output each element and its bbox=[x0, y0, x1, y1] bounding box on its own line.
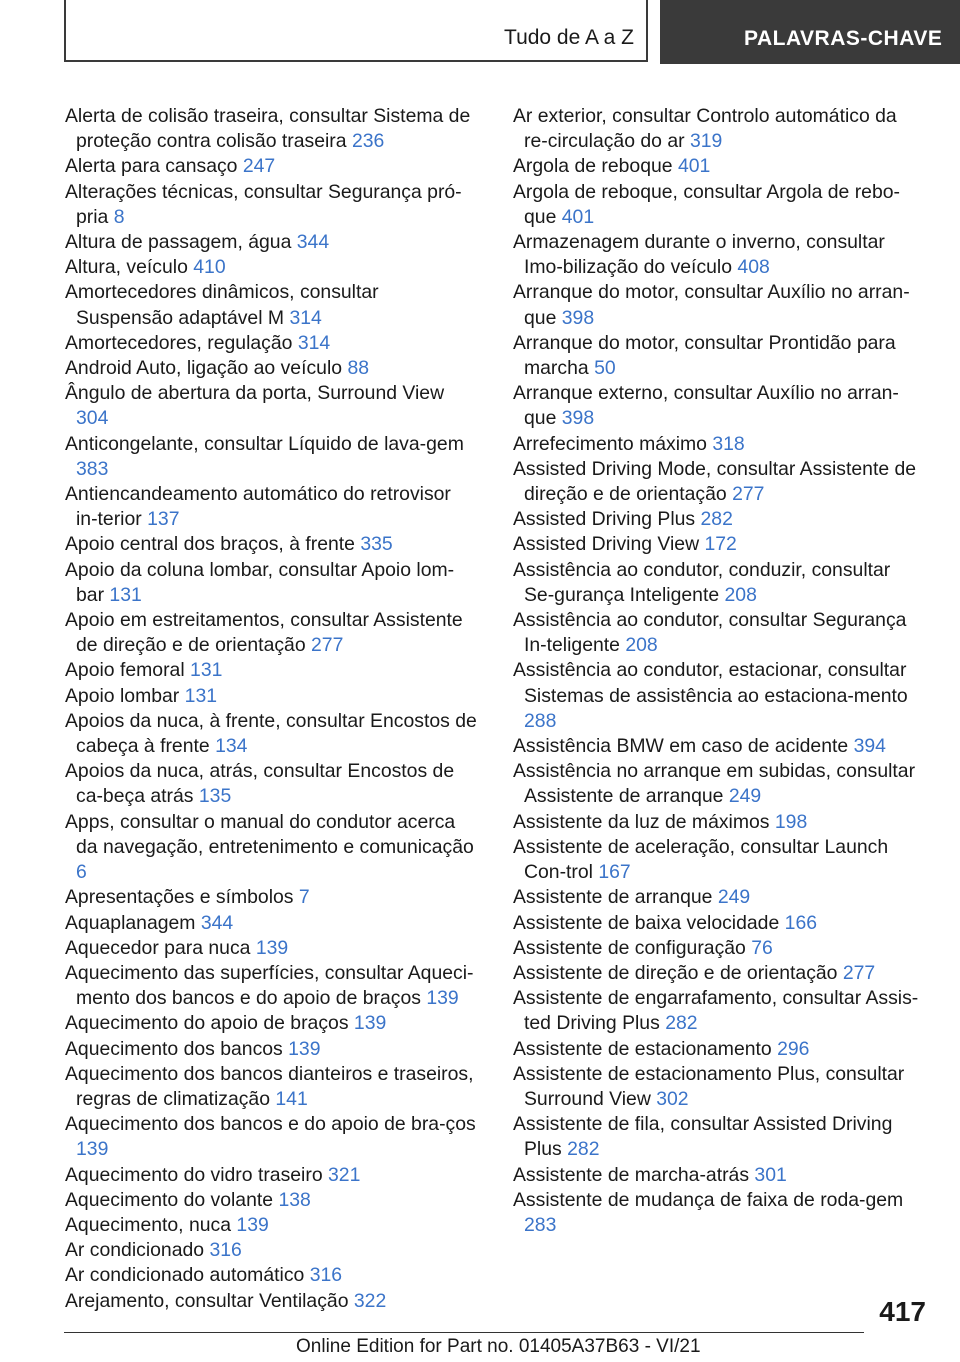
page-reference-link[interactable]: 398 bbox=[561, 407, 595, 430]
index-entry bbox=[65, 1011, 477, 1036]
page-reference-link[interactable]: 166 bbox=[784, 911, 818, 934]
index-term: Assistente de direção e de orientação bbox=[513, 961, 838, 984]
index-entry bbox=[65, 1037, 477, 1062]
page-header bbox=[0, 0, 960, 66]
index-entry bbox=[513, 810, 925, 835]
page-reference-link[interactable]: 302 bbox=[656, 1087, 689, 1110]
index-entry bbox=[513, 1062, 925, 1112]
index-entry bbox=[65, 432, 477, 482]
page-reference-link[interactable]: 316 bbox=[309, 1264, 343, 1287]
index-column-left bbox=[65, 104, 477, 1314]
index-term: Apresentações e símbolos bbox=[65, 886, 294, 909]
index-entry bbox=[65, 255, 477, 280]
page-reference-link[interactable]: 131 bbox=[190, 659, 223, 682]
page-reference-link[interactable]: 138 bbox=[278, 1188, 311, 1211]
index-entry bbox=[513, 885, 925, 910]
page-reference-link[interactable]: 76 bbox=[751, 936, 773, 959]
page-reference-link[interactable]: 50 bbox=[594, 357, 616, 380]
page-reference-link[interactable]: 139 bbox=[288, 1037, 321, 1060]
index-term: Assistente de configuração bbox=[513, 936, 746, 959]
index-term: Arrefecimento máximo bbox=[513, 432, 707, 455]
index-term: Altura, veículo bbox=[65, 256, 188, 279]
index-term: Aquecimento dos bancos e do apoio de bra-ços bbox=[65, 1113, 476, 1136]
index-entry bbox=[513, 734, 925, 759]
page-reference-link[interactable]: 316 bbox=[209, 1239, 242, 1262]
index-entry bbox=[65, 684, 477, 709]
page-reference-link[interactable]: 318 bbox=[712, 432, 745, 455]
index-term: Android Auto, ligação ao veículo bbox=[65, 357, 343, 380]
page-reference-link[interactable]: 283 bbox=[524, 1213, 557, 1236]
page-reference-link[interactable]: 208 bbox=[724, 583, 757, 606]
index-term: Apoios da nuca, atrás, consultar Encostos de ca-beça atrás bbox=[65, 760, 455, 808]
page-reference-link[interactable]: 383 bbox=[76, 457, 109, 480]
page-reference-link[interactable]: 288 bbox=[524, 709, 557, 732]
index-term: Aquecimento dos bancos dianteiros e traseiros, regras de climatização bbox=[65, 1062, 474, 1110]
index-entry bbox=[65, 381, 477, 431]
index-term: Assistente da luz de máximos bbox=[513, 810, 770, 833]
index-term: Assistência ao condutor, estacionar, consultar Sistemas de assistência ao estaciona-mento bbox=[513, 659, 908, 707]
index-entry bbox=[65, 936, 477, 961]
index-term: Assistente de aceleração, consultar Launch Con-trol bbox=[513, 835, 889, 884]
index-term: Armazenagem durante o inverno, consultar Imo-bilização do veículo bbox=[513, 231, 885, 279]
index-entry bbox=[65, 885, 477, 910]
index-entry bbox=[513, 986, 925, 1036]
index-entry bbox=[65, 1289, 477, 1314]
index-term: Apoio em estreitamentos, consultar Assistente de direção e de orientação bbox=[65, 609, 463, 657]
index-entry bbox=[65, 356, 477, 381]
index-term: Assistente de engarrafamento, consultar Assis-ted Driving Plus bbox=[513, 987, 919, 1035]
index-entry bbox=[65, 759, 477, 809]
page-reference-link[interactable]: 277 bbox=[732, 483, 765, 506]
index-entry bbox=[65, 558, 477, 608]
index-entry bbox=[65, 1263, 477, 1288]
page-reference-link[interactable]: 135 bbox=[198, 785, 232, 808]
index-term: Argola de reboque bbox=[513, 155, 673, 178]
index-entry bbox=[65, 658, 477, 683]
footer-edition: Online Edition for Part no. 01405A37B63 - VI/21 bbox=[296, 1336, 701, 1357]
index-entry bbox=[513, 911, 925, 936]
index-term: Assistente de mudança de faixa de roda-gem bbox=[513, 1188, 904, 1211]
index-term: Assisted Driving Mode, consultar Assistente de direção e de orientação bbox=[513, 457, 917, 506]
page-reference-link[interactable]: 304 bbox=[76, 407, 109, 430]
index-entry bbox=[513, 558, 925, 608]
page-reference-link[interactable]: 7 bbox=[298, 886, 310, 909]
index-term: Apoio da coluna lombar, consultar Apoio lom-bar bbox=[65, 558, 455, 606]
index-column-right bbox=[513, 104, 925, 1238]
page-reference-link[interactable]: 410 bbox=[193, 256, 226, 279]
index-term: Aquecedor para nuca bbox=[65, 936, 251, 959]
index-entry bbox=[513, 936, 925, 961]
index-entry bbox=[65, 1188, 477, 1213]
chapter-tab: PALAVRAS-CHAVE bbox=[660, 0, 960, 64]
page-reference-link[interactable]: 139 bbox=[236, 1213, 269, 1236]
index-term: Ar exterior, consultar Controlo automático da re-circulação do ar bbox=[513, 105, 897, 153]
index-term: Apoio femoral bbox=[65, 659, 185, 682]
index-entry bbox=[513, 1163, 925, 1188]
page-reference-link[interactable]: 282 bbox=[665, 1012, 698, 1035]
index-entry bbox=[65, 1163, 477, 1188]
index-entry bbox=[513, 230, 925, 280]
index-entry bbox=[65, 709, 477, 759]
page-reference-link[interactable]: 394 bbox=[853, 735, 886, 758]
section-title: Tudo de A a Z bbox=[504, 26, 634, 49]
index-term: Antiencandeamento automático do retrovisor in-terior bbox=[65, 483, 451, 531]
index-term: Amortecedores dinâmicos, consultar Suspensão adaptável M bbox=[65, 281, 379, 329]
page-reference-link[interactable]: 277 bbox=[842, 961, 876, 984]
index-entry bbox=[513, 608, 925, 658]
page-reference-link[interactable]: 249 bbox=[717, 886, 751, 909]
index-term: Assisted Driving View bbox=[513, 533, 700, 556]
index-term: Assistente de fila, consultar Assisted Driving Plus bbox=[513, 1113, 893, 1161]
index-entry bbox=[513, 658, 925, 734]
page-number: 417 bbox=[879, 1296, 926, 1327]
index-term: Ar condicionado bbox=[65, 1239, 205, 1262]
page-reference-link[interactable]: 236 bbox=[351, 130, 385, 153]
index-term: Aquecimento do apoio de braços bbox=[65, 1012, 349, 1035]
index-term: Anticongelante, consultar Líquido de lava-gem bbox=[65, 432, 464, 455]
index-entry bbox=[65, 961, 477, 1011]
index-term: Arejamento, consultar Ventilação bbox=[65, 1289, 349, 1312]
page-reference-link[interactable]: 8 bbox=[113, 205, 125, 228]
index-term: Arranque do motor, consultar Auxílio no arran-que bbox=[513, 281, 910, 329]
index-entry bbox=[65, 230, 477, 255]
index-term: Arranque externo, consultar Auxílio no arran-que bbox=[513, 382, 899, 430]
page-reference-link[interactable]: 208 bbox=[625, 634, 658, 657]
footer-divider bbox=[64, 1332, 864, 1333]
page-reference-link[interactable]: 398 bbox=[561, 306, 595, 329]
index-entry bbox=[513, 381, 925, 431]
index-term: Aquecimento, nuca bbox=[65, 1213, 232, 1236]
index-term: Argola de reboque, consultar Argola de rebo-que bbox=[513, 180, 900, 228]
index-entry bbox=[65, 1112, 477, 1162]
page-reference-link[interactable]: 6 bbox=[76, 861, 87, 884]
index-entry bbox=[65, 280, 477, 330]
page-reference-link[interactable]: 139 bbox=[76, 1138, 109, 1161]
index-entry bbox=[513, 280, 925, 330]
index-entry bbox=[513, 507, 925, 532]
index-entry bbox=[513, 961, 925, 986]
page-reference-link[interactable]: 408 bbox=[737, 256, 770, 279]
page-reference-link[interactable]: 314 bbox=[289, 306, 322, 329]
index-entry bbox=[513, 432, 925, 457]
index-term: Alerta para cansaço bbox=[65, 155, 238, 178]
index-entry bbox=[513, 154, 925, 179]
index-term: Apoio central dos braços, à frente bbox=[65, 533, 355, 556]
index-entry bbox=[65, 331, 477, 356]
index-term: Assistência ao condutor, conduzir, consultar Se-gurança Inteligente bbox=[513, 558, 891, 606]
page-reference-link[interactable]: 344 bbox=[200, 911, 234, 934]
index-entry bbox=[65, 180, 477, 230]
index-term: Amortecedores, regulação bbox=[65, 331, 293, 354]
page-reference-link[interactable]: 282 bbox=[567, 1138, 600, 1161]
index-entry bbox=[65, 104, 477, 154]
page-reference-link[interactable]: 137 bbox=[147, 508, 180, 531]
page-reference-link[interactable]: 321 bbox=[328, 1163, 361, 1186]
index-entry bbox=[65, 608, 477, 658]
index-term: Assisted Driving Plus bbox=[513, 508, 696, 531]
index-term: Apoios da nuca, à frente, consultar Encostos de cabeça à frente bbox=[65, 709, 477, 758]
index-term: Aquaplanagem bbox=[65, 911, 196, 934]
page-reference-link[interactable]: 301 bbox=[754, 1163, 787, 1186]
index-entry bbox=[65, 810, 477, 886]
index-entry bbox=[65, 911, 477, 936]
page-reference-link[interactable]: 139 bbox=[426, 987, 459, 1010]
index-term: Aquecimento do vidro traseiro bbox=[65, 1163, 323, 1186]
index-term: Aquecimento do volante bbox=[65, 1188, 274, 1211]
index-entry bbox=[513, 104, 925, 154]
index-term: Assistente de estacionamento Plus, consultar Surround View bbox=[513, 1062, 905, 1110]
index-term: Apoio lombar bbox=[65, 684, 180, 707]
index-entry bbox=[65, 482, 477, 532]
page-reference-link[interactable]: 401 bbox=[561, 205, 595, 228]
index-entry bbox=[65, 1213, 477, 1238]
index-entry bbox=[513, 457, 925, 507]
page-reference-link[interactable]: 319 bbox=[689, 130, 723, 153]
page-reference-link[interactable]: 134 bbox=[215, 735, 248, 758]
index-entry bbox=[513, 835, 925, 885]
page-reference-link[interactable]: 247 bbox=[242, 155, 276, 178]
index-entry bbox=[65, 532, 477, 557]
page-reference-link[interactable]: 296 bbox=[777, 1037, 810, 1060]
page-reference-link[interactable]: 344 bbox=[296, 231, 330, 254]
page-reference-link[interactable]: 277 bbox=[311, 634, 344, 657]
index-term: Alterações técnicas, consultar Segurança pró-pria bbox=[65, 180, 462, 228]
page-reference-link[interactable]: 249 bbox=[728, 785, 762, 808]
page-reference-link[interactable]: 282 bbox=[700, 508, 733, 531]
index-entry bbox=[65, 1062, 477, 1112]
index-entry bbox=[513, 1188, 925, 1238]
page-reference-link[interactable]: 141 bbox=[275, 1087, 308, 1110]
page-reference-link[interactable]: 401 bbox=[677, 155, 711, 178]
index-term: Ângulo de abertura da porta, Surround View bbox=[65, 382, 445, 405]
index-term: Assistente de baixa velocidade bbox=[513, 911, 780, 934]
index-term: Apps, consultar o manual do condutor acerca da navegação, entretenimento e comunicação bbox=[65, 810, 474, 858]
index-entry bbox=[513, 759, 925, 809]
index-term: Assistência ao condutor, consultar Segurança In-teligente bbox=[513, 609, 907, 657]
page-reference-link[interactable]: 139 bbox=[353, 1012, 387, 1035]
index-term: Aquecimento dos bancos bbox=[65, 1037, 283, 1060]
index-entry bbox=[513, 532, 925, 557]
index-entry bbox=[65, 1238, 477, 1263]
index-term: Assistente de arranque bbox=[513, 886, 713, 909]
index-term: Assistência no arranque em subidas, consultar Assistente de arranque bbox=[513, 760, 916, 808]
index-term: Assistente de marcha-atrás bbox=[513, 1163, 750, 1186]
page-reference-link[interactable]: 198 bbox=[774, 810, 808, 833]
index-term: Ar condicionado automático bbox=[65, 1264, 305, 1287]
index-entry bbox=[513, 1112, 925, 1162]
page-reference-link[interactable]: 139 bbox=[255, 936, 289, 959]
page-reference-link[interactable]: 172 bbox=[704, 533, 737, 556]
page-reference-link[interactable]: 131 bbox=[184, 684, 218, 707]
index-term: Alerta de colisão traseira, consultar Sistema de proteção contra colisão traseira bbox=[65, 105, 471, 153]
page-reference-link[interactable]: 314 bbox=[297, 331, 331, 354]
index-term: Altura de passagem, água bbox=[65, 231, 292, 254]
index-term: Aquecimento das superfícies, consultar Aqueci-mento dos bancos e do apoio de braços bbox=[65, 961, 474, 1010]
index-term: Assistente de estacionamento bbox=[513, 1037, 772, 1060]
index-entry bbox=[513, 331, 925, 381]
page-reference-link[interactable]: 88 bbox=[347, 357, 370, 380]
index-term: Arranque do motor, consultar Prontidão para marcha bbox=[513, 331, 896, 380]
index-entry bbox=[513, 180, 925, 230]
page-reference-link[interactable]: 131 bbox=[109, 583, 142, 606]
page-reference-link[interactable]: 167 bbox=[598, 861, 631, 884]
page-reference-link[interactable]: 335 bbox=[360, 533, 393, 556]
page-reference-link[interactable]: 322 bbox=[353, 1289, 387, 1312]
index-term: Assistência BMW em caso de acidente bbox=[513, 735, 849, 758]
index-entry bbox=[65, 154, 477, 179]
index-entry bbox=[513, 1037, 925, 1062]
